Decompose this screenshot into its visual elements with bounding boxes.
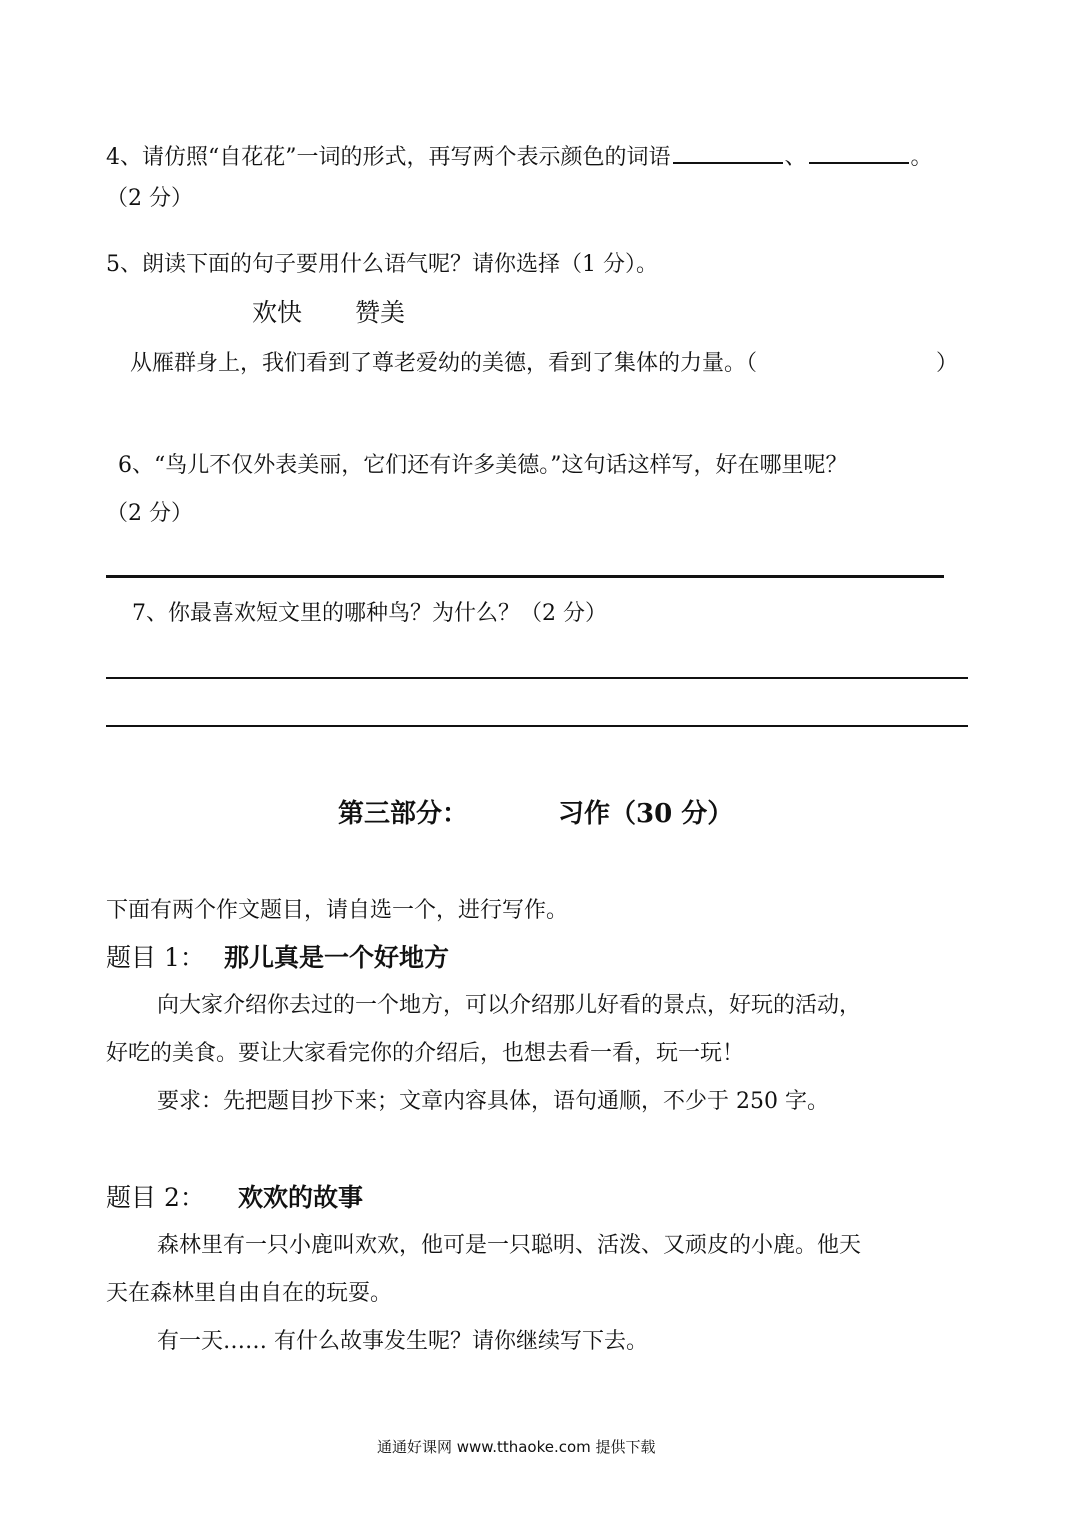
q4-end: 。 bbox=[910, 145, 933, 170]
topic2-paragraph-1: 森林里有一只小鹿叫欢欢，他可是一只聪明、活泼、又顽皮的小鹿。他天 bbox=[157, 1233, 862, 1258]
q7-answer-line-1[interactable] bbox=[106, 677, 968, 679]
footer-credit: 通通好课网 www.tthaoke.com 提供下载 bbox=[377, 1438, 656, 1456]
q5-option-1: 欢快 bbox=[252, 298, 303, 327]
topic1-paragraph-1: 向大家介绍你去过的一个地方，可以介绍那儿好看的景点，好玩的活动， bbox=[157, 993, 862, 1018]
q6-answer-line[interactable] bbox=[106, 575, 944, 578]
q4-score: （2 分） bbox=[106, 186, 193, 211]
topic2-paragraph-2: 天在森林里自由自在的玩耍。 bbox=[106, 1281, 393, 1306]
q6-text: 6、“鸟儿不仅外表美丽，它们还有许多美德。”这句话这样写，好在哪里呢？ bbox=[118, 453, 848, 478]
topic2-title: 欢欢的故事 bbox=[238, 1183, 364, 1212]
topic1-requirements: 要求：先把题目抄下来；文章内容具体，语句通顺，不少于 250 字。 bbox=[157, 1089, 829, 1114]
q4-answer-blank-2[interactable] bbox=[809, 142, 909, 164]
q4-separator: 、 bbox=[784, 145, 807, 170]
q5-answer-close: ） bbox=[936, 351, 959, 376]
q7-text: 7、你最喜欢短文里的哪种鸟？为什么？（2 分） bbox=[132, 601, 607, 626]
q5-option-2: 赞美 bbox=[355, 298, 406, 327]
q4-answer-blank-1[interactable] bbox=[673, 142, 783, 164]
q7-answer-line-2[interactable] bbox=[106, 725, 968, 727]
q4-line bbox=[106, 142, 933, 169]
writing-intro: 下面有两个作文题目，请自选一个，进行写作。 bbox=[106, 898, 569, 923]
topic2-label: 题目 2： bbox=[106, 1183, 205, 1212]
q4-text: 4、请仿照“自花花”一词的形式，再写两个表示颜色的词语 bbox=[106, 145, 671, 170]
q5-text: 5、朗读下面的句子要用什么语气呢？请你选择（1 分）。 bbox=[106, 252, 658, 277]
section3-title-part: 第三部分： bbox=[338, 799, 469, 829]
section3-title-rest: 习作（30 分） bbox=[558, 799, 734, 829]
q6-score: （2 分） bbox=[106, 501, 193, 526]
topic1-title: 那儿真是一个好地方 bbox=[224, 943, 450, 972]
q5-sentence: 从雁群身上，我们看到了尊老爱幼的美德，看到了集体的力量。（ bbox=[130, 351, 758, 376]
topic1-label: 题目 1： bbox=[106, 943, 205, 972]
topic2-paragraph-3: 有一天…… 有什么故事发生呢？请你继续写下去。 bbox=[157, 1329, 648, 1354]
topic1-paragraph-2: 好吃的美食。要让大家看完你的介绍后，也想去看一看，玩一玩！ bbox=[106, 1041, 745, 1066]
